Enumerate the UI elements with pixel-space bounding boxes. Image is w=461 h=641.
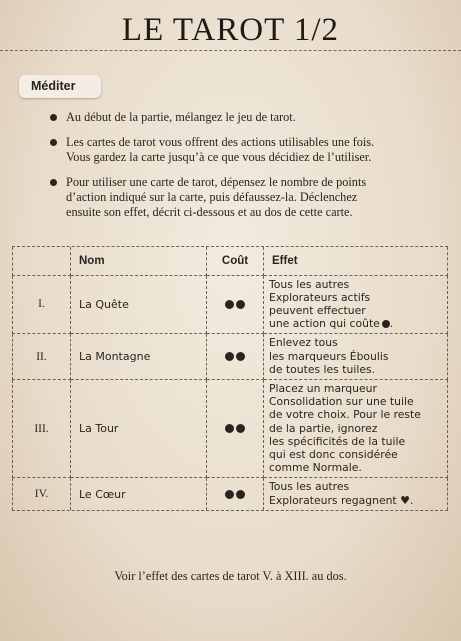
card-cost	[207, 379, 264, 477]
effect-line: de votre choix. Pour le reste	[269, 408, 421, 422]
card-effect	[264, 275, 448, 334]
bullet-dot-icon	[50, 139, 57, 146]
action-point-icon	[236, 490, 245, 499]
action-point-icon	[225, 352, 234, 361]
rules-bullet-list	[48, 110, 438, 230]
column-header-effet: Effet	[264, 247, 448, 275]
table-row	[13, 478, 448, 510]
rule-bullet-1	[48, 110, 438, 125]
effect-line: comme Normale.	[269, 461, 362, 475]
effect-line: les spécificités de la tuile	[269, 434, 406, 448]
card-number: II.	[13, 334, 71, 380]
page-title: LE TAROT 1/2	[121, 12, 340, 48]
effect-line: peuvent effectuer	[269, 303, 366, 317]
effect-line: Tous les autres	[269, 277, 350, 291]
effect-line: de la partie, ignorez	[269, 421, 378, 435]
card-effect	[264, 478, 448, 510]
effect-line: Tous les autres	[269, 480, 350, 494]
section-label-mediter: Méditer	[19, 75, 101, 98]
tarot-table	[12, 246, 448, 511]
effect-line: Consolidation sur une tuile	[269, 395, 414, 409]
card-number: I.	[13, 275, 71, 334]
effect-line: Enlevez tous	[269, 336, 338, 350]
bullet-dot-icon	[50, 179, 57, 186]
card-name: La Quête	[71, 275, 207, 334]
effect-line-with-icon: une action qui coûte .	[269, 317, 394, 331]
action-point-icon	[236, 300, 245, 309]
heart-icon: ♥	[400, 493, 410, 507]
card-number: III.	[13, 379, 71, 477]
column-header-cout: Coût	[207, 247, 264, 275]
rule-bullet-2	[48, 135, 438, 165]
effect-line-with-icon: Explorateurs regagnent ♥.	[269, 493, 414, 507]
footer-note: Voir l’effet des cartes de tarot V. à XIII. au dos.	[114, 569, 347, 583]
card-name: La Tour	[71, 379, 207, 477]
card-name: La Montagne	[71, 334, 207, 380]
action-point-icon	[225, 300, 234, 309]
rule-line: ensuite son effet, décrit ci-dessous et au dos de cette carte.	[66, 205, 353, 219]
rule-line: Au début de la partie, mélangez le jeu de tarot.	[66, 110, 296, 124]
card-name: Le Cœur	[71, 478, 207, 510]
effect-line: qui est donc considérée	[269, 447, 398, 461]
card-cost	[207, 478, 264, 510]
card-number: IV.	[13, 478, 71, 510]
table-row	[13, 275, 448, 334]
table-row	[13, 334, 448, 380]
action-point-icon	[236, 352, 245, 361]
effect-line: une action qui coûte	[269, 317, 380, 331]
bullet-dot-icon	[50, 114, 57, 121]
rule-line: Vous gardez la carte jusqu’à ce que vous décidiez de l’utiliser.	[66, 150, 372, 164]
action-point-icon	[225, 490, 234, 499]
column-header-nom: Nom	[71, 247, 207, 275]
table-header-row	[13, 247, 448, 275]
action-point-icon	[225, 424, 234, 433]
effect-line: Placez un marqueur	[269, 381, 377, 395]
effect-line: de toutes les tuiles.	[269, 362, 376, 376]
rule-line: Pour utiliser une carte de tarot, dépensez le nombre de points	[66, 175, 367, 189]
rule-bullet-3	[48, 175, 438, 220]
effect-line: Explorateurs regagnent	[269, 493, 397, 507]
card-cost	[207, 334, 264, 380]
effect-line: Explorateurs actifs	[269, 290, 371, 304]
table-row	[13, 379, 448, 477]
action-point-icon	[236, 424, 245, 433]
action-point-icon	[382, 320, 390, 328]
column-header-num	[13, 247, 71, 275]
rule-line: d’action indiqué sur la carte, puis défaussez-la. Déclenchez	[66, 190, 358, 204]
card-cost	[207, 275, 264, 334]
card-effect	[264, 334, 448, 380]
rule-line: Les cartes de tarot vous offrent des actions utilisables une fois.	[66, 135, 375, 149]
title-divider	[0, 50, 461, 51]
effect-line: les marqueurs Éboulis	[269, 349, 389, 363]
card-effect	[264, 379, 448, 477]
